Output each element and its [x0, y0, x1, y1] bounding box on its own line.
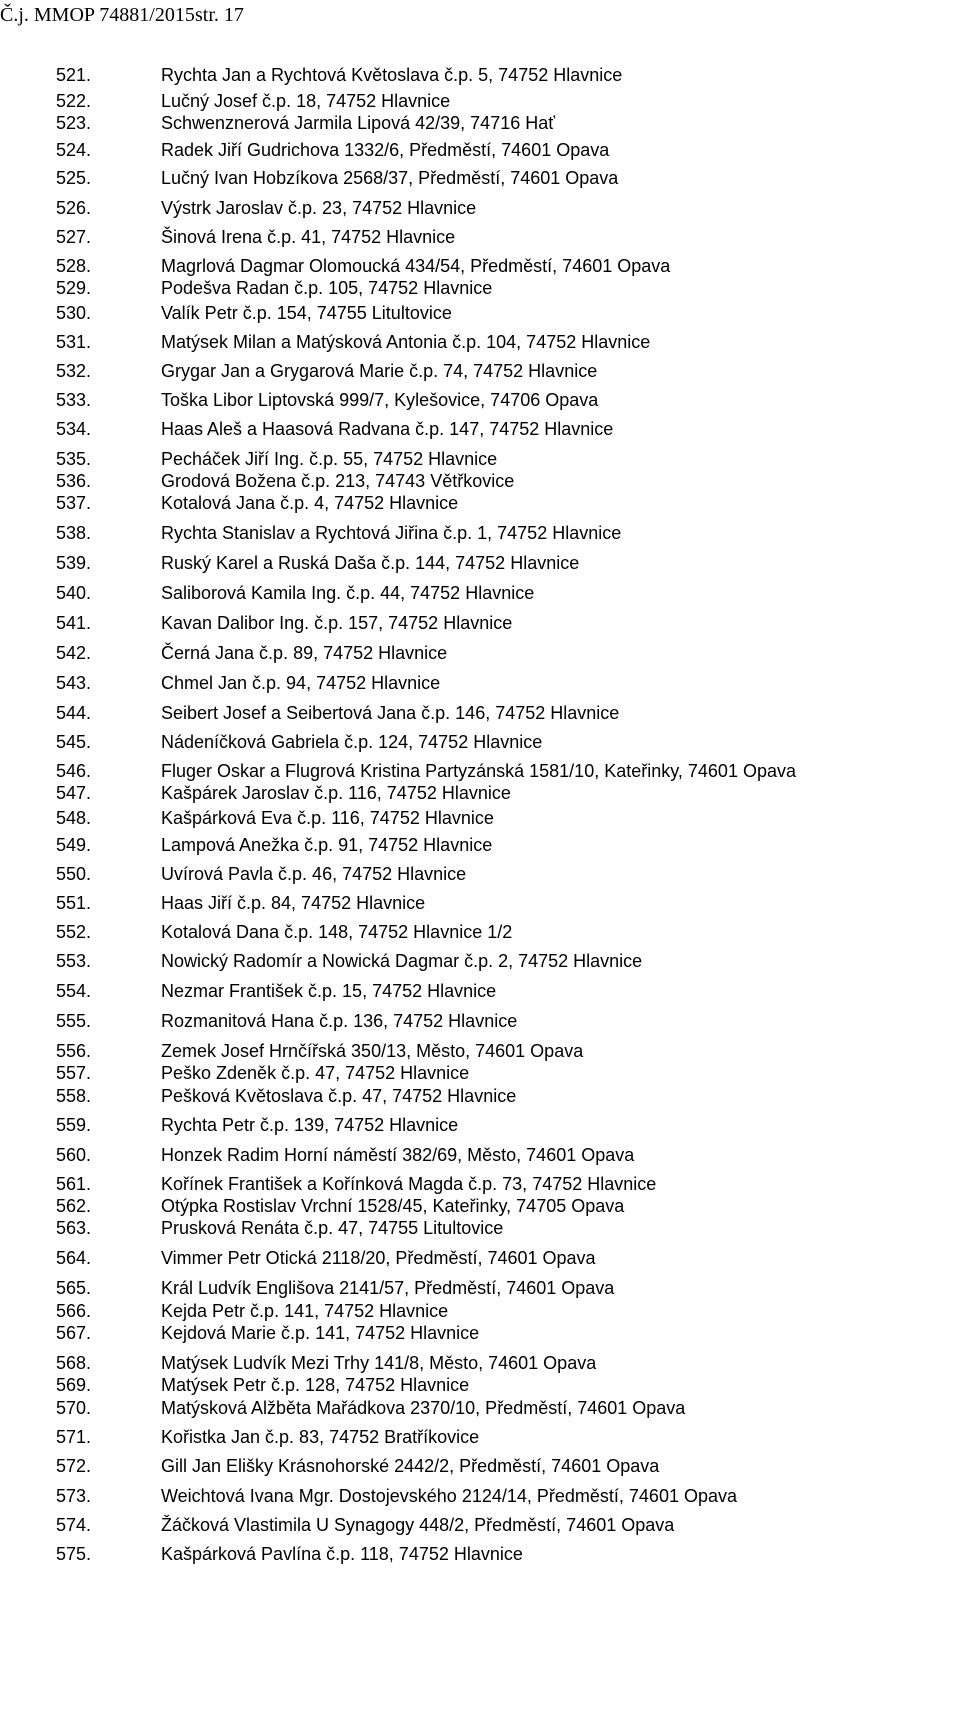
- entry-text: Radek Jiří Gudrichova 1332/6, Předměstí, 74601 Opava: [161, 140, 610, 160]
- entry-text: Kavan Dalibor Ing. č.p. 157, 74752 Hlavnice: [161, 613, 513, 633]
- entry-number: 558.: [56, 1086, 92, 1106]
- entry-text: Uvírová Pavla č.p. 46, 74752 Hlavnice: [161, 864, 467, 884]
- entry-number: 547.: [56, 783, 92, 803]
- entry-number: 555.: [56, 1011, 92, 1031]
- list-item: [0, 1008, 960, 1034]
- list-item: [0, 1395, 960, 1421]
- entry-text: Matýsek Ludvík Mezi Trhy 141/8, Město, 74601 Opava: [161, 1353, 597, 1373]
- entry-number: 535.: [56, 449, 92, 469]
- list-item: [0, 1245, 960, 1271]
- entry-number: 552.: [56, 922, 92, 942]
- entry-number: 528.: [56, 256, 92, 276]
- entry-number: 530.: [56, 303, 92, 323]
- entry-text: Nezmar František č.p. 15, 74752 Hlavnice: [161, 981, 497, 1001]
- page-number: str. 17: [195, 4, 244, 26]
- entry-text: Lučný Ivan Hobzíkova 2568/37, Předměstí, 74601 Opava: [161, 168, 619, 188]
- list-item: [0, 1424, 960, 1450]
- list-item: [0, 387, 960, 413]
- list-item: [0, 110, 960, 136]
- list-item: [0, 640, 960, 666]
- entry-text: Výstrk Jaroslav č.p. 23, 74752 Hlavnice: [161, 198, 477, 218]
- entry-number: 522.: [56, 91, 92, 111]
- entry-text: Žáčková Vlastimila U Synagogy 448/2, Předměstí, 74601 Opava: [161, 1515, 675, 1535]
- entry-text: Kotalová Jana č.p. 4, 74752 Hlavnice: [161, 493, 459, 513]
- entry-number: 554.: [56, 981, 92, 1001]
- list-item: [0, 780, 960, 806]
- entry-text: Fluger Oskar a Flugrová Kristina Partyzánská 1581/10, Kateřinky, 74601 Opava: [161, 761, 796, 781]
- entry-number: 545.: [56, 732, 92, 752]
- entry-text: Magrlová Dagmar Olomoucká 434/54, Předměstí, 74601 Opava: [161, 256, 671, 276]
- entry-text: Nowický Radomír a Nowická Dagmar č.p. 2, 74752 Hlavnice: [161, 951, 643, 971]
- entry-number: 571.: [56, 1427, 92, 1447]
- entry-number: 543.: [56, 673, 92, 693]
- entry-number: 548.: [56, 808, 92, 828]
- document-reference: Č.j. MMOP 74881/2015: [0, 4, 195, 26]
- entry-number: 550.: [56, 864, 92, 884]
- entry-number: 574.: [56, 1515, 92, 1535]
- entry-number: 523.: [56, 113, 92, 133]
- list-item: [0, 1112, 960, 1138]
- entry-number: 526.: [56, 198, 92, 218]
- entry-number: 566.: [56, 1301, 92, 1321]
- entry-number: 563.: [56, 1218, 92, 1238]
- entry-number: 542.: [56, 643, 92, 663]
- list-item: [0, 948, 960, 974]
- list-item: [0, 670, 960, 696]
- entry-text: Rychta Petr č.p. 139, 74752 Hlavnice: [161, 1115, 459, 1135]
- entry-number: 553.: [56, 951, 92, 971]
- entry-text: Saliborová Kamila Ing. č.p. 44, 74752 Hlavnice: [161, 583, 535, 603]
- entry-text: Rychta Stanislav a Rychtová Jiřina č.p. 1, 74752 Hlavnice: [161, 523, 622, 543]
- entry-number: 557.: [56, 1063, 92, 1083]
- list-item: [0, 978, 960, 1004]
- entry-number: 539.: [56, 553, 92, 573]
- entry-text: Peško Zdeněk č.p. 47, 74752 Hlavnice: [161, 1063, 470, 1083]
- entry-text: Vimmer Petr Otická 2118/20, Předměstí, 74601 Opava: [161, 1248, 596, 1268]
- list-item: [0, 729, 960, 755]
- entry-text: Grygar Jan a Grygarová Marie č.p. 74, 74752 Hlavnice: [161, 361, 598, 381]
- entry-number: 560.: [56, 1145, 92, 1165]
- entry-text: Pecháček Jiří Ing. č.p. 55, 74752 Hlavnice: [161, 449, 498, 469]
- list-item: [0, 416, 960, 442]
- list-item: [0, 165, 960, 191]
- entry-text: Rozmanitová Hana č.p. 136, 74752 Hlavnice: [161, 1011, 518, 1031]
- entry-text: Pešková Květoslava č.p. 47, 74752 Hlavnice: [161, 1086, 517, 1106]
- entry-number: 562.: [56, 1196, 92, 1216]
- entry-text: Zemek Josef Hrnčířská 350/13, Město, 74601 Opava: [161, 1041, 584, 1061]
- entry-number: 524.: [56, 140, 92, 160]
- entry-text: Kotalová Dana č.p. 148, 74752 Hlavnice 1/2: [161, 922, 513, 942]
- list-item: [0, 610, 960, 636]
- list-item: [0, 137, 960, 163]
- list-item: [0, 195, 960, 221]
- entry-text: Lučný Josef č.p. 18, 74752 Hlavnice: [161, 91, 451, 111]
- entry-number: 561.: [56, 1174, 92, 1194]
- entry-number: 540.: [56, 583, 92, 603]
- entry-number: 568.: [56, 1353, 92, 1373]
- entry-text: Matýsková Alžběta Mařádkova 2370/10, Předměstí, 74601 Opava: [161, 1398, 686, 1418]
- entry-number: 537.: [56, 493, 92, 513]
- entry-text: Weichtová Ivana Mgr. Dostojevského 2124/14, Předměstí, 74601 Opava: [161, 1486, 737, 1506]
- entry-number: 544.: [56, 703, 92, 723]
- entry-number: 575.: [56, 1544, 92, 1564]
- list-item: [0, 358, 960, 384]
- list-item: [0, 1483, 960, 1509]
- list-item: [0, 919, 960, 945]
- entry-number: 521.: [56, 65, 92, 85]
- list-item: [0, 1453, 960, 1479]
- list-item: [0, 300, 960, 326]
- entry-text: Podešva Radan č.p. 105, 74752 Hlavnice: [161, 278, 493, 298]
- entry-text: Haas Aleš a Haasová Radvana č.p. 147, 74752 Hlavnice: [161, 419, 614, 439]
- list-item: [0, 520, 960, 546]
- entry-number: 564.: [56, 1248, 92, 1268]
- list-item: [0, 275, 960, 301]
- entry-text: Toška Libor Liptovská 999/7, Kylešovice, 74706 Opava: [161, 390, 599, 410]
- entry-text: Ruský Karel a Ruská Daša č.p. 144, 74752 Hlavnice: [161, 553, 580, 573]
- entry-text: Kašpárek Jaroslav č.p. 116, 74752 Hlavnice: [161, 783, 511, 803]
- list-item: [0, 62, 960, 88]
- entry-text: Matýsek Petr č.p. 128, 74752 Hlavnice: [161, 1375, 470, 1395]
- entry-number: 569.: [56, 1375, 92, 1395]
- entry-number: 565.: [56, 1278, 92, 1298]
- entry-text: Lampová Anežka č.p. 91, 74752 Hlavnice: [161, 835, 493, 855]
- entry-text: Haas Jiří č.p. 84, 74752 Hlavnice: [161, 893, 426, 913]
- list-item: [0, 1142, 960, 1168]
- entry-number: 538.: [56, 523, 92, 543]
- entry-text: Král Ludvík Englišova 2141/57, Předměstí, 74601 Opava: [161, 1278, 615, 1298]
- entry-text: Prusková Renáta č.p. 47, 74755 Litultovice: [161, 1218, 504, 1238]
- list-item: [0, 1512, 960, 1538]
- entry-text: Kašpárková Pavlína č.p. 118, 74752 Hlavnice: [161, 1544, 523, 1564]
- list-item: [0, 1083, 960, 1109]
- list-item: [0, 1215, 960, 1241]
- list-item: [0, 329, 960, 355]
- entry-text: Kejdová Marie č.p. 141, 74752 Hlavnice: [161, 1323, 480, 1343]
- entry-number: 541.: [56, 613, 92, 633]
- entry-text: Chmel Jan č.p. 94, 74752 Hlavnice: [161, 673, 441, 693]
- list-item: [0, 580, 960, 606]
- list-item: [0, 861, 960, 887]
- entry-number: 532.: [56, 361, 92, 381]
- entry-text: Nádeníčková Gabriela č.p. 124, 74752 Hlavnice: [161, 732, 543, 752]
- list-item: [0, 805, 960, 831]
- entry-number: 549.: [56, 835, 92, 855]
- entry-number: 559.: [56, 1115, 92, 1135]
- list-item: [0, 224, 960, 250]
- list-item: [0, 890, 960, 916]
- entry-text: Šinová Irena č.p. 41, 74752 Hlavnice: [161, 227, 456, 247]
- list-item: [0, 700, 960, 726]
- entry-number: 533.: [56, 390, 92, 410]
- entry-number: 567.: [56, 1323, 92, 1343]
- entry-number: 570.: [56, 1398, 92, 1418]
- entry-number: 551.: [56, 893, 92, 913]
- list-item: [0, 1320, 960, 1346]
- entry-number: 527.: [56, 227, 92, 247]
- entry-number: 546.: [56, 761, 92, 781]
- entry-number: 572.: [56, 1456, 92, 1476]
- entry-text: Honzek Radim Horní náměstí 382/69, Město, 74601 Opava: [161, 1145, 635, 1165]
- entry-number: 573.: [56, 1486, 92, 1506]
- entry-number: 529.: [56, 278, 92, 298]
- entry-number: 525.: [56, 168, 92, 188]
- entry-text: Rychta Jan a Rychtová Květoslava č.p. 5, 74752 Hlavnice: [161, 65, 623, 85]
- entry-text: Černá Jana č.p. 89, 74752 Hlavnice: [161, 643, 448, 663]
- list-item: [0, 1541, 960, 1567]
- entry-text: Gill Jan Elišky Krásnohorské 2442/2, Předměstí, 74601 Opava: [161, 1456, 660, 1476]
- entry-text: Schwenznerová Jarmila Lipová 42/39, 74716 Hať: [161, 113, 555, 133]
- entry-number: 536.: [56, 471, 92, 491]
- entry-number: 534.: [56, 419, 92, 439]
- entry-number: 531.: [56, 332, 92, 352]
- entry-number: 556.: [56, 1041, 92, 1061]
- entry-text: Otýpka Rostislav Vrchní 1528/45, Kateřinky, 74705 Opava: [161, 1196, 625, 1216]
- entry-text: Seibert Josef a Seibertová Jana č.p. 146, 74752 Hlavnice: [161, 703, 620, 723]
- list-item: [0, 490, 960, 516]
- list-item: [0, 832, 960, 858]
- entry-text: Kejda Petr č.p. 141, 74752 Hlavnice: [161, 1301, 449, 1321]
- entry-text: Kořínek František a Kořínková Magda č.p. 73, 74752 Hlavnice: [161, 1174, 657, 1194]
- entry-text: Kořistka Jan č.p. 83, 74752 Bratříkovice: [161, 1427, 480, 1447]
- list-item: [0, 550, 960, 576]
- entry-text: Matýsek Milan a Matýsková Antonia č.p. 104, 74752 Hlavnice: [161, 332, 651, 352]
- entry-text: Valík Petr č.p. 154, 74755 Litultovice: [161, 303, 452, 323]
- entry-text: Kašpárková Eva č.p. 116, 74752 Hlavnice: [161, 808, 494, 828]
- entry-text: Grodová Božena č.p. 213, 74743 Větřkovice: [161, 471, 515, 491]
